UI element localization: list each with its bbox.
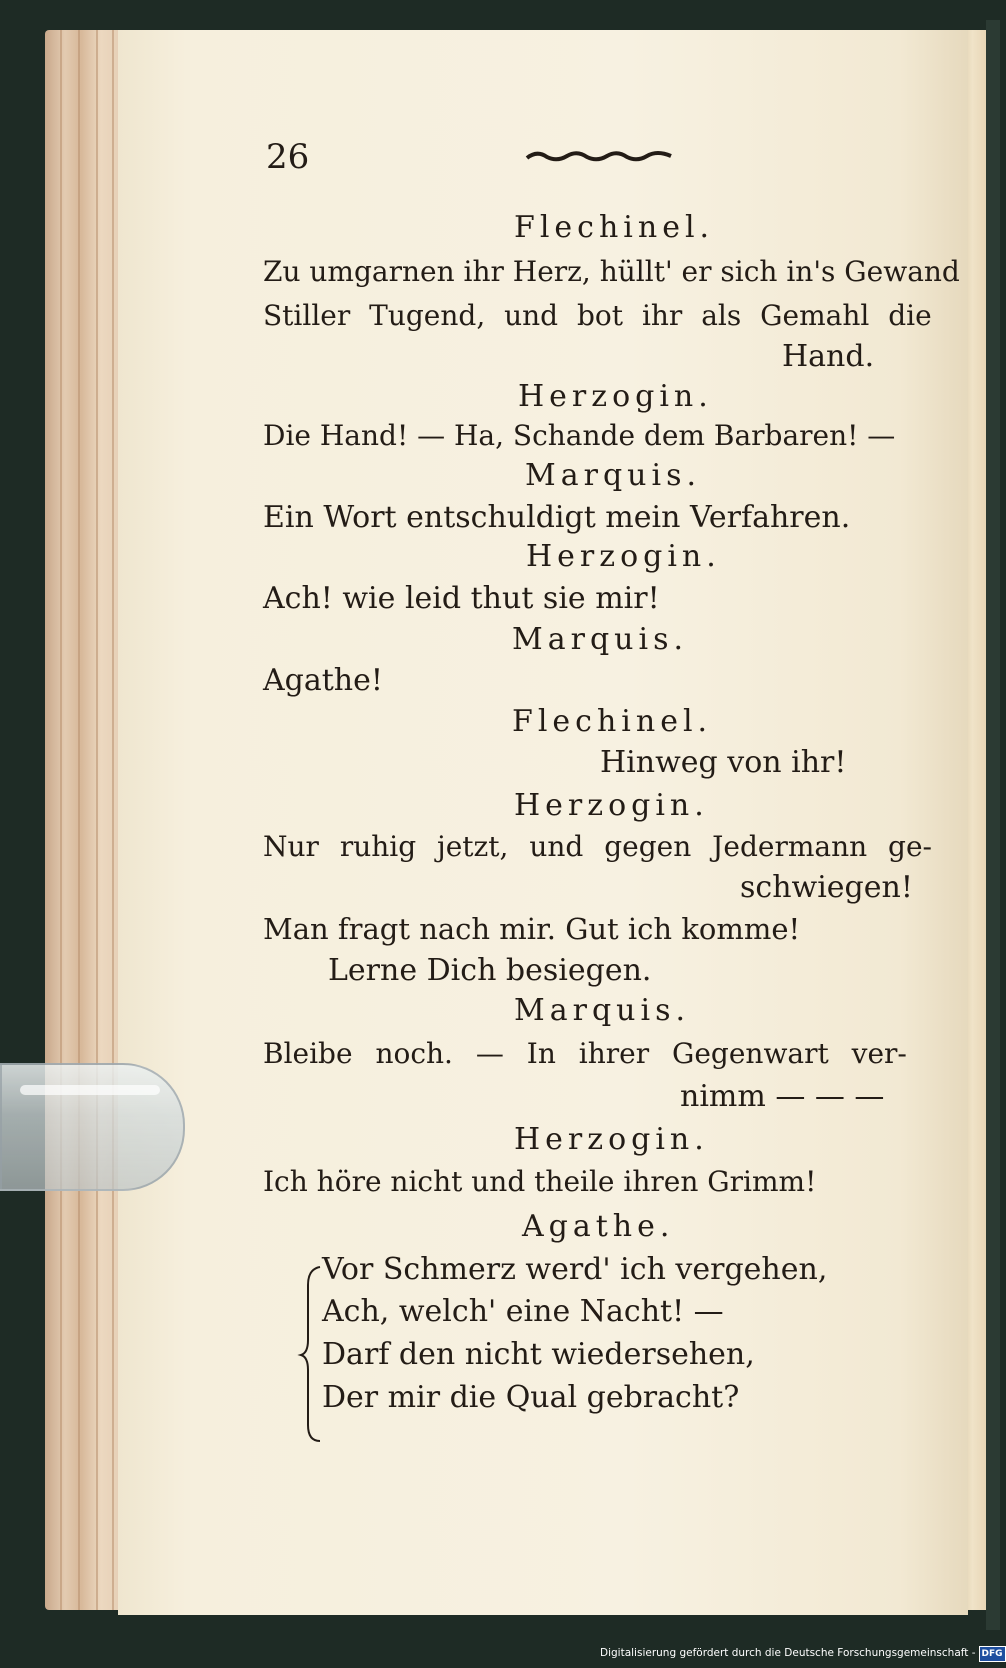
speaker-marquis: Marquis. [512, 622, 688, 657]
footer-text: Digitalisierung gefördert durch die Deutsche Forschungsgemeinschaft - [600, 1647, 976, 1659]
verse-line: Hinweg von ihr! [600, 745, 847, 780]
verse-line: Agathe! [263, 663, 383, 698]
dfg-logo: DFG [979, 1646, 1006, 1662]
digitization-footer [600, 1646, 1006, 1662]
verse-line: nimm — — — [680, 1079, 885, 1114]
page-number: 26 [266, 137, 310, 177]
verse-line: Ein Wort entschuldigt mein Verfahren. [263, 500, 851, 535]
verse-line: Man fragt nach mir. Gut ich komme! [263, 912, 801, 946]
page-edge-line [112, 30, 114, 1610]
verse-line: Zu umgarnen ihr Herz, hüllt' er sich in's Gewand [263, 255, 960, 288]
verse-line: Ich höre nicht und theile ihren Grimm! [263, 1165, 817, 1198]
verse-line: Bleibe noch. — In ihrer Gegenwart ver- [263, 1037, 907, 1070]
page-edge-line [78, 30, 80, 1610]
plastic-clip [0, 1063, 185, 1191]
verse-line: Ach, welch' eine Nacht! — [322, 1294, 724, 1329]
verse-line: Lerne Dich besiegen. [328, 953, 652, 988]
speaker-agathe: Agathe. [522, 1209, 675, 1244]
verse-line: Vor Schmerz werd' ich vergehen, [322, 1252, 828, 1287]
speaker-marquis: Marquis. [514, 993, 690, 1028]
verse-line: Der mir die Qual gebracht? [322, 1380, 740, 1415]
speaker-herzogin: Herzogin. [514, 1122, 709, 1157]
verse-line: Hand. [782, 339, 875, 374]
verse-brace [300, 1265, 322, 1443]
verse-line: schwiegen! [740, 870, 913, 905]
verse-line: Die Hand! — Ha, Schande dem Barbaren! — [263, 419, 896, 452]
speaker-herzogin: Herzogin. [526, 539, 721, 574]
verse-line: Ach! wie leid thut sie mir! [263, 581, 660, 616]
page-edge-line [60, 30, 62, 1610]
speaker-flechinel: Flechinel. [512, 704, 713, 739]
speaker-flechinel: Flechinel. [514, 210, 715, 245]
clip-highlight [20, 1085, 160, 1095]
header-ornament [525, 148, 675, 164]
page-edge-line [96, 30, 98, 1610]
verse-line: Darf den nicht wiedersehen, [322, 1337, 755, 1372]
speaker-herzogin: Herzogin. [514, 788, 709, 823]
speaker-herzogin: Herzogin. [518, 379, 713, 414]
verse-line: Stiller Tugend, und bot ihr als Gemahl die [263, 299, 932, 332]
right-dark-border [986, 20, 1000, 1630]
verse-line: Nur ruhig jetzt, und gegen Jedermann ge- [263, 830, 933, 863]
speaker-marquis: Marquis. [525, 458, 701, 493]
